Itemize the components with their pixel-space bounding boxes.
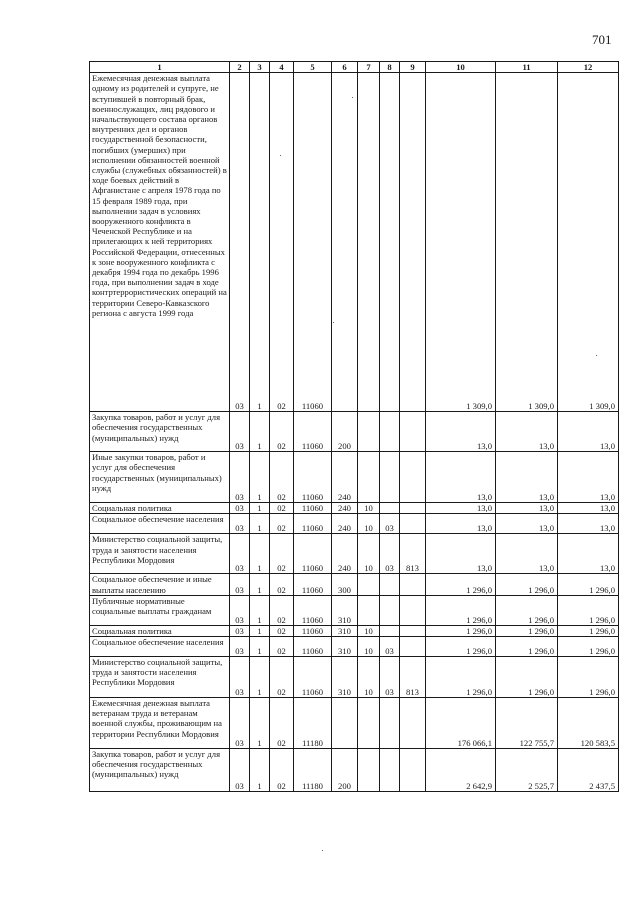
row-name-cell: Министерство социальной защиты, труда и занятости населения Республики Мордовия bbox=[90, 657, 230, 698]
cell-col-5: 11060 bbox=[294, 595, 332, 625]
header-cell: 1 bbox=[90, 62, 230, 73]
cell-col-11: 13,0 bbox=[496, 514, 558, 534]
cell-col-2: 03 bbox=[230, 698, 250, 749]
cell-col-6: 240 bbox=[332, 452, 358, 503]
cell-col-3: 1 bbox=[250, 625, 270, 636]
header-cell: 2 bbox=[230, 62, 250, 73]
cell-col-11: 1 296,0 bbox=[496, 574, 558, 595]
cell-col-6: 240 bbox=[332, 534, 358, 574]
cell-col-6 bbox=[332, 73, 358, 412]
cell-col-9 bbox=[400, 452, 426, 503]
cell-col-12: 13,0 bbox=[558, 452, 619, 503]
cell-col-10: 13,0 bbox=[426, 534, 496, 574]
cell-col-12: 120 583,5 bbox=[558, 698, 619, 749]
cell-col-11: 2 525,7 bbox=[496, 749, 558, 792]
table-row bbox=[90, 452, 619, 503]
header-cell: 9 bbox=[400, 62, 426, 73]
cell-col-8 bbox=[380, 749, 400, 792]
cell-col-8 bbox=[380, 452, 400, 503]
budget-table bbox=[89, 61, 619, 792]
cell-col-12: 1 296,0 bbox=[558, 595, 619, 625]
cell-col-11: 1 296,0 bbox=[496, 657, 558, 698]
row-name-cell: Публичные нормативные социальные выплаты гражданам bbox=[90, 595, 230, 625]
row-name-cell: Социальная политика bbox=[90, 625, 230, 636]
cell-col-4: 02 bbox=[270, 625, 294, 636]
table-row bbox=[90, 534, 619, 574]
cell-col-2: 03 bbox=[230, 637, 250, 657]
cell-col-8 bbox=[380, 574, 400, 595]
cell-col-10: 1 296,0 bbox=[426, 657, 496, 698]
cell-col-4: 02 bbox=[270, 698, 294, 749]
cell-col-8 bbox=[380, 503, 400, 514]
table-row bbox=[90, 698, 619, 749]
cell-col-3: 1 bbox=[250, 452, 270, 503]
cell-col-6: 200 bbox=[332, 749, 358, 792]
cell-col-6: 300 bbox=[332, 574, 358, 595]
cell-col-10: 1 296,0 bbox=[426, 574, 496, 595]
cell-col-11: 1 296,0 bbox=[496, 595, 558, 625]
cell-col-2: 03 bbox=[230, 534, 250, 574]
cell-col-7 bbox=[358, 574, 380, 595]
cell-col-2: 03 bbox=[230, 514, 250, 534]
cell-col-3: 1 bbox=[250, 503, 270, 514]
cell-col-10: 13,0 bbox=[426, 514, 496, 534]
cell-col-4: 02 bbox=[270, 657, 294, 698]
scan-speck bbox=[333, 322, 334, 323]
cell-col-10: 13,0 bbox=[426, 503, 496, 514]
cell-col-3: 1 bbox=[250, 698, 270, 749]
cell-col-3: 1 bbox=[250, 412, 270, 452]
header-cell: 3 bbox=[250, 62, 270, 73]
row-name-cell: Социальное обеспечение населения bbox=[90, 514, 230, 534]
cell-col-11: 1 296,0 bbox=[496, 625, 558, 636]
cell-col-8: 03 bbox=[380, 637, 400, 657]
cell-col-3: 1 bbox=[250, 514, 270, 534]
cell-col-4: 02 bbox=[270, 503, 294, 514]
header-cell: 4 bbox=[270, 62, 294, 73]
cell-col-10: 1 296,0 bbox=[426, 595, 496, 625]
cell-col-3: 1 bbox=[250, 574, 270, 595]
scan-speck bbox=[352, 97, 353, 98]
cell-col-7: 10 bbox=[358, 514, 380, 534]
cell-col-4: 02 bbox=[270, 412, 294, 452]
cell-col-8 bbox=[380, 625, 400, 636]
cell-col-5: 11060 bbox=[294, 503, 332, 514]
cell-col-6: 240 bbox=[332, 514, 358, 534]
cell-col-8 bbox=[380, 73, 400, 412]
cell-col-11: 1 309,0 bbox=[496, 73, 558, 412]
cell-col-12: 1 296,0 bbox=[558, 637, 619, 657]
cell-col-10: 13,0 bbox=[426, 452, 496, 503]
table-row bbox=[90, 625, 619, 636]
cell-col-6: 310 bbox=[332, 657, 358, 698]
cell-col-4: 02 bbox=[270, 637, 294, 657]
cell-col-9: 813 bbox=[400, 657, 426, 698]
cell-col-7 bbox=[358, 412, 380, 452]
cell-col-2: 03 bbox=[230, 625, 250, 636]
cell-col-9 bbox=[400, 412, 426, 452]
cell-col-7: 10 bbox=[358, 637, 380, 657]
cell-col-5: 11060 bbox=[294, 625, 332, 636]
cell-col-2: 03 bbox=[230, 749, 250, 792]
cell-col-10: 13,0 bbox=[426, 412, 496, 452]
table-row bbox=[90, 749, 619, 792]
cell-col-5: 11060 bbox=[294, 514, 332, 534]
table-row bbox=[90, 514, 619, 534]
cell-col-2: 03 bbox=[230, 73, 250, 412]
table-row bbox=[90, 657, 619, 698]
table-row bbox=[90, 73, 619, 412]
cell-col-7: 10 bbox=[358, 534, 380, 574]
cell-col-5: 11060 bbox=[294, 637, 332, 657]
cell-col-5: 11060 bbox=[294, 412, 332, 452]
cell-col-2: 03 bbox=[230, 657, 250, 698]
row-name-cell: Министерство социальной защиты, труда и занятости населения Республики Мордовия bbox=[90, 534, 230, 574]
cell-col-9 bbox=[400, 514, 426, 534]
table-row bbox=[90, 503, 619, 514]
cell-col-11: 13,0 bbox=[496, 503, 558, 514]
header-cell: 11 bbox=[496, 62, 558, 73]
cell-col-9: 813 bbox=[400, 534, 426, 574]
cell-col-9 bbox=[400, 749, 426, 792]
cell-col-2: 03 bbox=[230, 574, 250, 595]
row-name-cell: Социальное обеспечение и иные выплаты населению bbox=[90, 574, 230, 595]
cell-col-7 bbox=[358, 595, 380, 625]
cell-col-7 bbox=[358, 73, 380, 412]
cell-col-11: 13,0 bbox=[496, 412, 558, 452]
cell-col-2: 03 bbox=[230, 503, 250, 514]
scan-speck bbox=[596, 355, 597, 356]
cell-col-2: 03 bbox=[230, 412, 250, 452]
table-row bbox=[90, 637, 619, 657]
cell-col-11: 122 755,7 bbox=[496, 698, 558, 749]
cell-col-5: 11060 bbox=[294, 452, 332, 503]
cell-col-2: 03 bbox=[230, 595, 250, 625]
cell-col-10: 1 296,0 bbox=[426, 625, 496, 636]
row-name-cell: Ежемесячная денежная выплата одному из родителей и супруге, не вступившей в повторный брак, военнослужащих, лиц рядового и начальствующего состава органов внутренних дел и органов государственной безопасности, погибших (умерших) при исполнении обязанностей военной службы (служебных обязанностей) в ходе боевых действий в Афганистане с апреля 1978 года по 15 февраля 1989 года, при выполнении задач в условиях вооруженного конфликта в Чеченской Республике и на прилегающих к ней территориях Российской Федерации, отнесенных к зоне вооруженного конфликта с декабря 1994 года по декабрь 1996 года, при выполнении задач в ходе контртеррористических операций на территории Северо-Кавказского региона с августа 1999 года bbox=[90, 73, 230, 412]
cell-col-5: 11060 bbox=[294, 534, 332, 574]
cell-col-12: 1 296,0 bbox=[558, 625, 619, 636]
header-cell: 5 bbox=[294, 62, 332, 73]
cell-col-5: 11060 bbox=[294, 657, 332, 698]
scan-speck bbox=[322, 850, 323, 851]
cell-col-12: 1 296,0 bbox=[558, 574, 619, 595]
cell-col-6: 240 bbox=[332, 503, 358, 514]
cell-col-11: 13,0 bbox=[496, 452, 558, 503]
cell-col-4: 02 bbox=[270, 595, 294, 625]
cell-col-7: 10 bbox=[358, 625, 380, 636]
cell-col-4: 02 bbox=[270, 514, 294, 534]
cell-col-8: 03 bbox=[380, 534, 400, 574]
cell-col-6: 200 bbox=[332, 412, 358, 452]
cell-col-12: 13,0 bbox=[558, 534, 619, 574]
cell-col-6: 310 bbox=[332, 637, 358, 657]
row-name-cell: Социальная политика bbox=[90, 503, 230, 514]
cell-col-11: 13,0 bbox=[496, 534, 558, 574]
cell-col-12: 13,0 bbox=[558, 412, 619, 452]
cell-col-10: 1 309,0 bbox=[426, 73, 496, 412]
row-name-cell: Закупка товаров, работ и услуг для обеспечения государственных (муниципальных) нужд bbox=[90, 749, 230, 792]
header-cell: 12 bbox=[558, 62, 619, 73]
row-name-cell: Ежемесячная денежная выплата ветеранам труда и ветеранам военной службы, проживающим на территории Республики Мордовия bbox=[90, 698, 230, 749]
table-header-row bbox=[90, 62, 619, 73]
scan-speck bbox=[280, 155, 281, 156]
cell-col-5: 11180 bbox=[294, 749, 332, 792]
cell-col-12: 13,0 bbox=[558, 503, 619, 514]
cell-col-10: 1 296,0 bbox=[426, 637, 496, 657]
cell-col-4: 02 bbox=[270, 574, 294, 595]
cell-col-7: 10 bbox=[358, 503, 380, 514]
header-cell: 10 bbox=[426, 62, 496, 73]
cell-col-3: 1 bbox=[250, 749, 270, 792]
header-cell: 7 bbox=[358, 62, 380, 73]
cell-col-6: 310 bbox=[332, 595, 358, 625]
header-cell: 8 bbox=[380, 62, 400, 73]
row-name-cell: Закупка товаров, работ и услуг для обеспечения государственных (муниципальных) нужд bbox=[90, 412, 230, 452]
table-row bbox=[90, 412, 619, 452]
cell-col-7 bbox=[358, 452, 380, 503]
cell-col-12: 13,0 bbox=[558, 514, 619, 534]
cell-col-12: 2 437,5 bbox=[558, 749, 619, 792]
cell-col-3: 1 bbox=[250, 637, 270, 657]
cell-col-4: 02 bbox=[270, 534, 294, 574]
cell-col-9 bbox=[400, 595, 426, 625]
cell-col-8: 03 bbox=[380, 657, 400, 698]
cell-col-3: 1 bbox=[250, 657, 270, 698]
cell-col-7: 10 bbox=[358, 657, 380, 698]
cell-col-2: 03 bbox=[230, 452, 250, 503]
row-name-cell: Иные закупки товаров, работ и услуг для обеспечения государственных (муниципальных) нужд bbox=[90, 452, 230, 503]
page-number: 701 bbox=[592, 32, 612, 47]
cell-col-5: 11060 bbox=[294, 73, 332, 412]
cell-col-5: 11060 bbox=[294, 574, 332, 595]
table-row bbox=[90, 595, 619, 625]
cell-col-3: 1 bbox=[250, 595, 270, 625]
cell-col-3: 1 bbox=[250, 534, 270, 574]
header-cell: 6 bbox=[332, 62, 358, 73]
cell-col-9 bbox=[400, 625, 426, 636]
cell-col-6 bbox=[332, 698, 358, 749]
cell-col-7 bbox=[358, 698, 380, 749]
cell-col-6: 310 bbox=[332, 625, 358, 636]
cell-col-8 bbox=[380, 412, 400, 452]
cell-col-9 bbox=[400, 574, 426, 595]
cell-col-3: 1 bbox=[250, 73, 270, 412]
table-row bbox=[90, 574, 619, 595]
cell-col-4: 02 bbox=[270, 73, 294, 412]
cell-col-10: 2 642,9 bbox=[426, 749, 496, 792]
row-name-cell: Социальное обеспечение населения bbox=[90, 637, 230, 657]
cell-col-9 bbox=[400, 637, 426, 657]
cell-col-12: 1 309,0 bbox=[558, 73, 619, 412]
cell-col-12: 1 296,0 bbox=[558, 657, 619, 698]
cell-col-8: 03 bbox=[380, 514, 400, 534]
cell-col-8 bbox=[380, 595, 400, 625]
cell-col-4: 02 bbox=[270, 749, 294, 792]
cell-col-9 bbox=[400, 698, 426, 749]
cell-col-11: 1 296,0 bbox=[496, 637, 558, 657]
cell-col-5: 11180 bbox=[294, 698, 332, 749]
cell-col-7 bbox=[358, 749, 380, 792]
cell-col-8 bbox=[380, 698, 400, 749]
cell-col-4: 02 bbox=[270, 452, 294, 503]
cell-col-9 bbox=[400, 503, 426, 514]
cell-col-9 bbox=[400, 73, 426, 412]
cell-col-10: 176 066,1 bbox=[426, 698, 496, 749]
